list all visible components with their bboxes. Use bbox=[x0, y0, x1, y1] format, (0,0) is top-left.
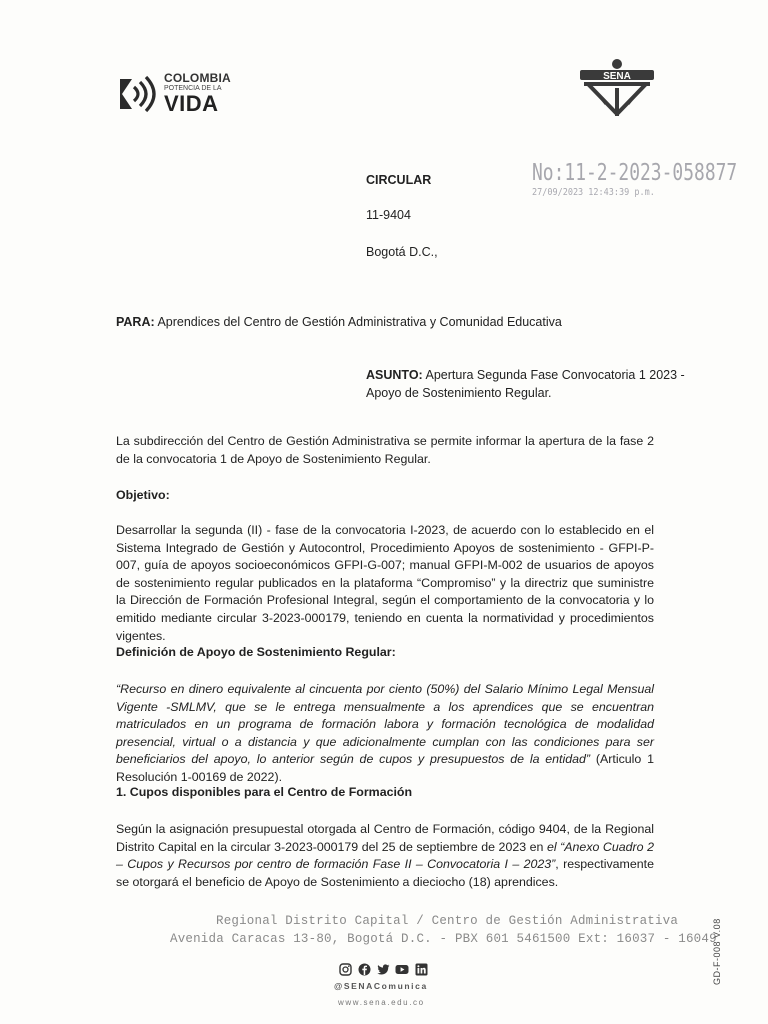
radicado-stamp-number: No:11-2-2023-058877 bbox=[532, 160, 738, 186]
linkedin-icon[interactable] bbox=[414, 962, 428, 976]
definition-reference: (Articulo 1 Resolución 1-00169 de 2022). bbox=[116, 752, 654, 784]
instagram-icon[interactable] bbox=[338, 962, 352, 976]
twitter-icon[interactable] bbox=[376, 962, 390, 976]
objective-heading: Objetivo: bbox=[116, 488, 170, 502]
section-1-text-b: , respectivamente se otorgará el beneficio de Apoyo de Sostenimiento a dieciocho (18) aprendices. bbox=[116, 857, 654, 889]
subject-line-2: Apoyo de Sostenimiento Regular. bbox=[366, 386, 552, 400]
colombia-name: COLOMBIA bbox=[164, 71, 231, 85]
definition-quote: “Recurso en dinero equivalente al cincuenta por ciento (50%) del Salario Mínimo Legal Mensual Vigente -SMLMV, que se le entrega mensualmente a los aprendices que se encuentran matriculados en un programa de formación labora y formación tecnológica de modalidad presencial, virtual o a distancia y que adicionalmente cumplan con las condiciones para ser beneficiarios del apoyo, lo anterior según de cupos y presupuestos de la entidad” bbox=[116, 682, 654, 767]
footer-address: Avenida Caracas 13-80, Bogotá D.C. - PBX 601 5461500 Ext: 16037 - 16049 bbox=[170, 932, 717, 946]
section-1-annex: el “Anexo Cuadro 2 – Cupos y Recursos por centro de formación Fase II – Convocatoria I – 2023” bbox=[116, 839, 654, 872]
subject-line-1: Apertura Segunda Fase Convocatoria 1 2023 - bbox=[425, 368, 685, 382]
colombia-logo bbox=[116, 72, 231, 115]
objective-paragraph: Desarrollar la segunda (II) - fase de la convocatoria I-2023, de acuerdo con lo establecido en el Sistema Integrado de Gestión y Autocontrol, Procedimiento Apoyos de sostenimiento - GFPI-P-007, guía de apoyos socioeconómicos GFPI-G-007; manual GFPI-M-002 de usuarios de apoyos de sostenimiento regular publicados en la plataforma “Compromiso” y la directriz que suministre la Dirección de Formación Profesional Integral, según el comportamiento de la convocatoria y lo emitido mediante circular 3-2023-000179, teniendo en cuenta la normatividad y procedimientos vigentes. bbox=[116, 523, 654, 643]
radicado-stamp-date: 27/09/2023 12:43:39 p.m. bbox=[532, 187, 655, 198]
website-url[interactable]: www.sena.edu.co bbox=[338, 998, 425, 1007]
recipient-line bbox=[116, 315, 562, 329]
section-1-paragraph bbox=[116, 821, 654, 891]
colombia-mark-icon bbox=[116, 73, 158, 115]
footer-regional: Regional Distrito Capital / Centro de Gestión Administrativa bbox=[216, 914, 679, 928]
sena-logo-text: SENA bbox=[603, 71, 631, 82]
colombia-vida: VIDA bbox=[164, 91, 219, 116]
recipient-text: Aprendices del Centro de Gestión Administrativa y Comunidad Educativa bbox=[157, 315, 562, 329]
colombia-tagline: POTENCIA DE LA bbox=[164, 85, 222, 92]
intro-paragraph: La subdirección del Centro de Gestión Administrativa se permite informar la apertura de la fase 2 de la convocatoria 1 de Apoyo de Sostenimiento Regular. bbox=[116, 434, 654, 466]
document-version-code: GD-F-008 V.08 bbox=[712, 918, 722, 985]
subject-label: ASUNTO: bbox=[366, 368, 423, 382]
document-type: CIRCULAR bbox=[366, 173, 432, 187]
definition-heading: Definición de Apoyo de Sostenimiento Regular: bbox=[116, 645, 396, 659]
social-icons bbox=[338, 962, 428, 976]
social-handle: @SENAComunica bbox=[334, 981, 428, 991]
subject-block bbox=[366, 366, 685, 402]
section-1-text-a: Según la asignación presupuestal otorgada al Centro de Formación, código 9404, de la Regional Distrito Capital en la circular 3-2023-000179 del 25 de septiembre de 2023 en bbox=[116, 822, 654, 854]
facebook-icon[interactable] bbox=[357, 962, 371, 976]
definition-paragraph bbox=[116, 681, 654, 787]
recipient-label: PARA: bbox=[116, 315, 155, 329]
document-code: 11-9404 bbox=[366, 208, 411, 222]
section-1-heading: 1. Cupos disponibles para el Centro de Formación bbox=[116, 785, 413, 799]
document-city: Bogotá D.C., bbox=[366, 245, 438, 259]
sena-logo bbox=[578, 58, 656, 120]
youtube-icon[interactable] bbox=[395, 962, 409, 976]
